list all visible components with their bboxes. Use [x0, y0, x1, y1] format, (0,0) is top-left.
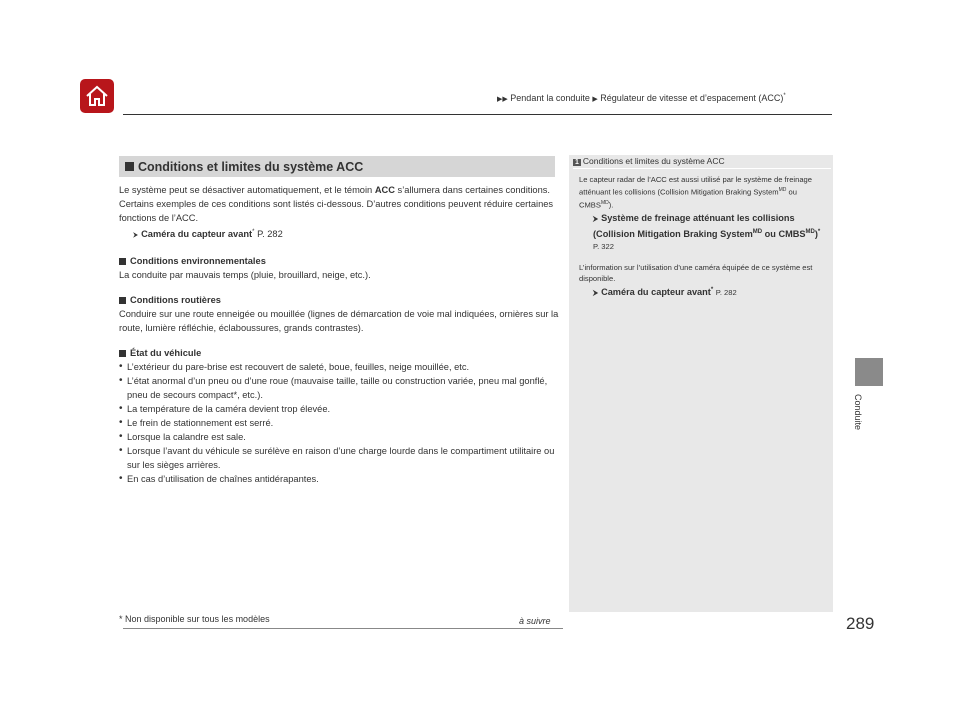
intro-text: Le système peut se désactiver automatiquement, et le témoin	[119, 185, 375, 195]
chapter-tab[interactable]	[855, 358, 883, 386]
breadcrumb-item-acc[interactable]: Régulateur de vitesse et d’espacement (ACC)	[600, 93, 784, 103]
square-bullet-icon	[119, 258, 126, 265]
trademark-sup: MD	[752, 229, 763, 236]
ref-label: Caméra du capteur avant	[141, 229, 253, 240]
sidebar-text: Le capteur radar de l’ACC est aussi utilisé par le système de freinage atténuant les collisions (Collision Mitigation Braking System	[579, 175, 812, 197]
intro-paragraph	[119, 183, 559, 225]
trademark-sup: MD	[600, 199, 609, 206]
chapter-tab-label: Conduite	[853, 394, 863, 431]
sidebar-title	[573, 156, 725, 166]
breadcrumb-arrow-icon: ▶▶	[497, 96, 508, 103]
list-item: • Le frein de stationnement est serré.	[119, 416, 559, 430]
ref-page: P. 282	[715, 288, 737, 298]
breadcrumb-star: *	[783, 93, 786, 99]
vehicle-state-title: État du véhicule	[130, 348, 202, 359]
ref-star: *	[710, 287, 714, 294]
footnote: * Non disponible sur tous les modèles	[119, 614, 270, 624]
main-content	[119, 183, 559, 486]
section-heading	[119, 156, 555, 177]
cross-reference-camera[interactable]	[119, 225, 559, 243]
sidebar-number: 1	[575, 159, 579, 166]
breadcrumb-arrow-icon: ▶	[592, 96, 598, 103]
reference-arrow-icon: ⮞	[593, 290, 599, 298]
ref-star: *	[252, 229, 255, 235]
list-item: • La température de la caméra devient trop élevée.	[119, 402, 559, 416]
road-conditions-title: Conditions routières	[130, 295, 221, 306]
ref-label: )	[814, 229, 818, 240]
square-bullet-icon	[125, 162, 134, 171]
list-item: • Lorsque la calandre est sale.	[119, 430, 559, 444]
ref-page: P. 282	[257, 229, 283, 240]
list-item: • Lorsque l’avant du véhicule se surélève en raison d’une charge lourde dans le compartiment utilitaire ou sur les sièges arrières.	[119, 444, 559, 472]
ref-star: *	[817, 229, 821, 236]
footer-divider	[123, 628, 563, 629]
trademark-sup: MD	[778, 187, 787, 193]
sidebar-content	[579, 174, 829, 300]
home-icon	[84, 84, 110, 108]
sidebar-divider	[573, 168, 831, 169]
section-title: Conditions et limites du système ACC	[138, 159, 364, 174]
cross-reference-camera[interactable]	[579, 284, 829, 300]
acc-indicator-label: ACC	[374, 185, 395, 195]
ref-label: Système de freinage atténuant les collisions (Collision Mitigation Braking System	[593, 213, 795, 240]
square-bullet-icon	[119, 297, 126, 304]
sidebar-paragraph-1	[579, 174, 829, 210]
trademark-sup: MD	[805, 229, 815, 236]
road-conditions-heading	[119, 293, 559, 307]
intro-text-end: s’allumera dans certaines conditions. Certains exemples de ces conditions sont listés ci-dessous. D’autres conditions peuvent réduire certaines fonctions de l’ACC.	[119, 185, 554, 223]
sidebar-text: ou CMBS	[579, 187, 797, 210]
ref-label: Caméra du capteur avant	[601, 287, 711, 298]
square-bullet-icon	[119, 350, 126, 357]
vehicle-state-list	[119, 360, 559, 486]
header-divider	[123, 114, 832, 115]
ref-label: ou CMBS	[762, 229, 806, 240]
cross-reference-cmbs[interactable]	[579, 212, 829, 253]
page-number: 289	[846, 614, 875, 633]
road-conditions-text: Conduire sur une route enneigée ou mouillée (lignes de démarcation de voie mal indiquées, ornières sur la route, lumière réfléchie, éclaboussures, grands contrastes).	[119, 309, 559, 334]
reference-arrow-icon: ⮞	[133, 232, 139, 240]
reference-arrow-icon: ⮞	[593, 216, 599, 224]
list-item: • L’état anormal d’un pneu ou d’une roue (mauvaise taille, taille ou construction variée, pneu mal gonflé, pneu de secours compact*, etc.).	[119, 374, 559, 402]
vehicle-state-heading	[119, 346, 559, 360]
breadcrumb	[497, 93, 786, 103]
continued-label: à suivre	[519, 616, 551, 626]
sidebar-paragraph-2: L’information sur l’utilisation d’une caméra équipée de ce système est disponible.	[579, 263, 813, 284]
env-conditions-heading	[119, 254, 559, 268]
ref-page: P. 322	[593, 242, 614, 252]
env-conditions-text: La conduite par mauvais temps (pluie, brouillard, neige, etc.).	[119, 270, 371, 281]
breadcrumb-item-driving[interactable]: Pendant la conduite	[510, 93, 590, 103]
sidebar-title-text: Conditions et limites du système ACC	[582, 156, 725, 166]
home-button[interactable]	[80, 79, 114, 113]
list-item: • L’extérieur du pare-brise est recouvert de saleté, boue, feuilles, neige mouillée, etc.	[119, 360, 559, 374]
env-conditions-title: Conditions environnementales	[130, 256, 266, 267]
sidebar-text: ).	[608, 200, 614, 210]
list-item: • En cas d’utilisation de chaînes antidérapantes.	[119, 472, 559, 486]
